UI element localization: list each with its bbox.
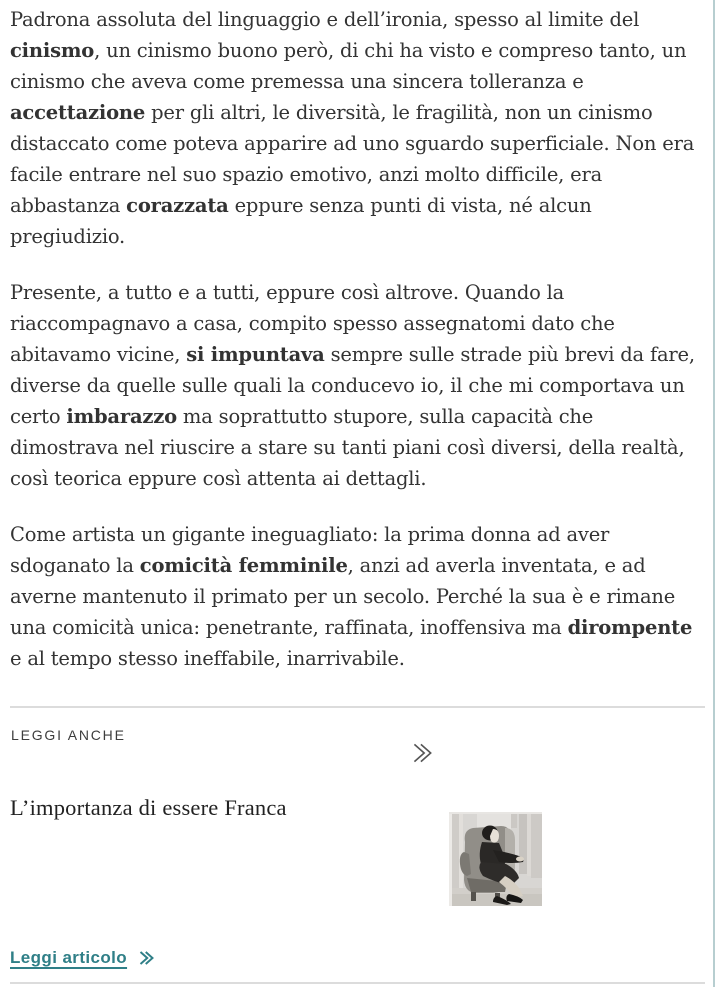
carousel-next-button[interactable]: [406, 738, 438, 768]
article-paragraph: Padrona assoluta del linguaggio e dell’ironia, spesso al limite del cinismo, un cinismo buono però, di chi ha visto e compreso tanto, un cinismo che aveva come premessa una sincera tolleranza e accettazione per gli altri, le diversità, le fragilità, non un cinismo distaccato come poteva apparire ad uno sguardo superficiale. Non era facile entrare nel suo spazio emotivo, anzi molto difficile, era abbastanza corazzata eppure senza punti di vista, né alcun pregiudizio.: [10, 8, 695, 248]
article-paragraph: Come artista un gigante ineguagliato: la prima donna ad aver sdoganato la comicità femminile, anzi ad averla inventata, e ad averne mantenuto il primato per un secolo. Perché la sua è e rimane una comicità unica: penetrante, raffinata, inoffensiva ma dirompente e al tempo stesso ineffabile, inarrivabile.: [10, 523, 693, 670]
double-chevron-right-icon: [409, 740, 435, 766]
article-paragraph: Presente, a tutto e a tutti, eppure così altrove. Quando la riaccompagnavo a casa, compito spesso assegnatomi dato che abitavamo vicine, si impuntava sempre sulle strade più brevi da fare, diverse da quelle sulle quali la conducevo io, il che mi comportava un certo imbarazzo ma soprattutto stupore, sulla capacità che dimostrava nel riuscire a stare su tanti piani così diversi, della realtà, così teorica eppure così attenta ai dettagli.: [10, 281, 695, 490]
section-divider: [10, 706, 705, 708]
read-article-link[interactable]: [10, 948, 156, 968]
read-also-heading: LEGGI ANCHE: [11, 727, 126, 743]
read-article-link-label: Leggi articolo: [10, 948, 128, 967]
article-paragraphs: [10, 4, 706, 674]
related-article-image[interactable]: [449, 812, 542, 906]
bottom-divider: [10, 982, 705, 984]
right-border-line: [713, 0, 715, 987]
armchair-photo-illustration: [449, 812, 542, 906]
related-article-title[interactable]: L’importanza di essere Franca: [10, 795, 287, 820]
double-chevron-right-icon: [137, 949, 156, 967]
